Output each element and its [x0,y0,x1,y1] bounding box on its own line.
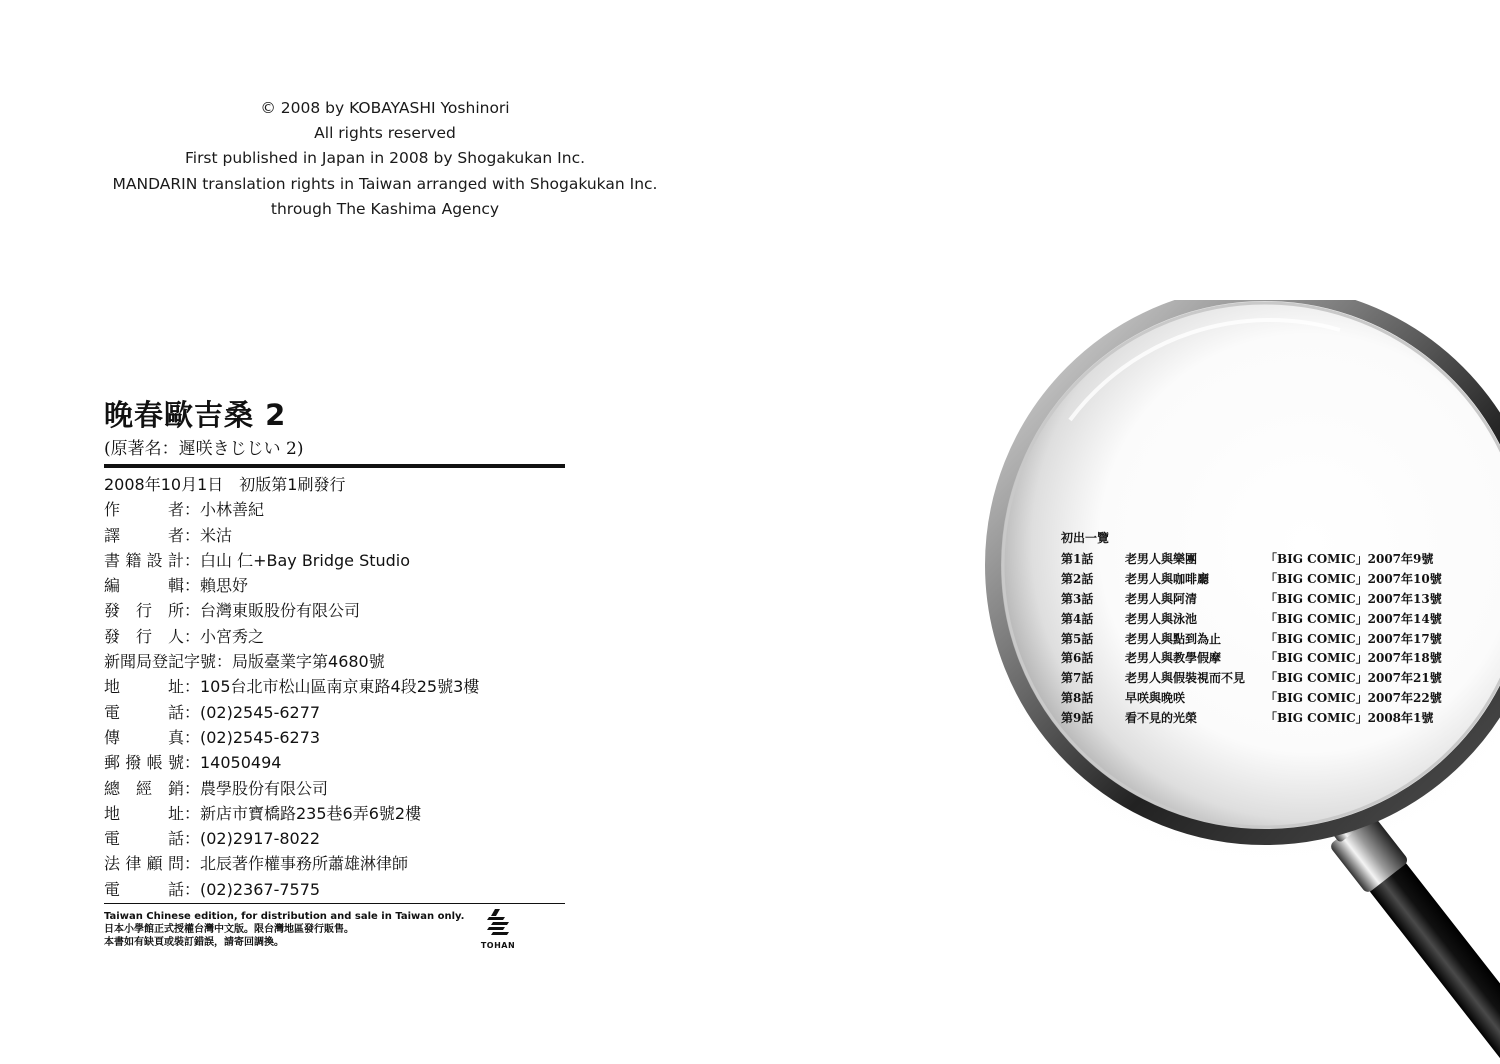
episode-number: 第2話 [1061,571,1094,586]
publication-row [1061,570,1442,590]
colophon-value: 局版臺業字第4680號 [232,652,385,672]
episode-source: 「BIG COMIC」2007年21號 [1265,671,1442,686]
colophon-key: 作 者 [104,500,184,520]
colophon-key: 傳 真 [104,727,184,747]
colophon-value: 米沽 [200,525,233,545]
copyright-line: © 2008 by KOBAYASHI Yoshinori [260,99,510,117]
original-title: (原著名：遲咲きじじい 2) [104,439,304,459]
title-divider [104,464,565,468]
colophon-separator: ： [184,576,201,596]
episode-title: 老男人與咖啡廳 [1125,571,1210,586]
colophon-key: 地 址 [104,803,184,823]
colophon-value: 白山 仁+Bay Bridge Studio [200,550,411,570]
episode-number: 第4話 [1061,611,1094,626]
colophon-separator: ： [184,525,201,545]
colophon-key: 編 輯 [104,576,184,596]
episode-source: 「BIG COMIC」2007年9號 [1265,551,1434,566]
colophon-row [104,548,479,573]
publication-row [1061,649,1442,669]
colophon-key: 發行人 [104,626,184,646]
colophon-separator: ： [184,550,201,570]
colophon-separator: ： [184,753,201,773]
publication-row [1061,550,1442,570]
colophon-separator: ： [184,879,201,899]
episode-title: 老男人與點到為止 [1125,631,1222,646]
colophon-separator: ： [184,727,201,747]
colophon-separator: ： [184,677,201,697]
colophon-separator: ： [184,803,201,823]
footer-notes [104,910,464,949]
colophon-key: 郵撥帳號 [104,753,184,773]
colophon-key: 電 話 [104,879,184,899]
colophon-row [104,776,479,801]
episode-number: 第7話 [1061,671,1094,686]
episode-number: 第9話 [1061,711,1094,726]
colophon-row [104,624,479,649]
episode-source: 「BIG COMIC」2007年18號 [1265,651,1442,666]
episode-source: 「BIG COMIC」2007年10號 [1265,571,1442,586]
colophon-row [104,674,479,699]
colophon-key: 電 話 [104,829,184,849]
colophon-row [104,573,479,598]
colophon [104,472,479,902]
footer-line: Taiwan Chinese edition, for distribution and sale in Taiwan only. [104,911,465,922]
colophon-row [104,649,479,674]
publication-list-heading: 初出一覽 [1061,531,1110,545]
colophon-row [104,523,479,548]
colophon-value: 農學股份有限公司 [200,778,329,798]
colophon-row [104,700,479,725]
episode-title: 早咲與晚咲 [1125,691,1186,706]
episode-number: 第5話 [1061,631,1094,646]
episode-title: 老男人與樂團 [1125,551,1198,566]
footer-line: 本書如有缺頁或裝訂錯誤，請寄回調換。 [104,937,284,948]
colophon-key: 總經銷 [104,778,184,798]
copyright-line: through The Kashima Agency [270,199,500,218]
colophon-separator: ： [184,778,201,798]
colophon-value: (02)2367-7575 [200,879,321,899]
episode-number: 第6話 [1061,651,1094,666]
episode-title: 看不見的光榮 [1125,711,1198,726]
episode-title: 老男人與泳池 [1125,611,1198,626]
publication-row [1061,630,1442,650]
edition-line: 2008年10月1日 初版第1刷發行 [104,475,346,494]
colophon-value: 台灣東販股份有限公司 [200,601,361,621]
episode-number: 第1話 [1061,551,1094,566]
copyright-line: MANDARIN translation rights in Taiwan arranged with Shogakukan Inc. [112,174,658,193]
colophon-row [104,725,479,750]
colophon-value: (02)2545-6277 [200,702,321,722]
tohan-logo-text: TOHAN [480,941,516,950]
colophon-separator: ： [184,702,201,722]
publication-row [1061,610,1442,630]
colophon-key: 地 址 [104,677,184,697]
colophon-separator: ： [184,601,201,621]
publication-row [1061,689,1442,709]
colophon-separator: ： [216,652,233,672]
publication-row [1061,709,1442,729]
colophon-value: 新店市寶橋路235巷6弄6號2樓 [200,803,422,823]
colophon-separator: ： [184,500,201,520]
colophon-row [104,801,479,826]
colophon-row [104,826,479,851]
colophon-key: 電 話 [104,702,184,722]
publication-row [1061,590,1442,610]
footer-divider [104,903,565,904]
copyright-line: First published in Japan in 2008 by Shogakukan Inc. [184,149,586,168]
episode-title: 老男人與假裝視而不見 [1125,671,1246,686]
colophon-value: 105台北市松山區南京東路4段25號3樓 [200,677,480,697]
episode-title: 老男人與教學假摩 [1125,651,1222,666]
publication-row [1061,669,1442,689]
colophon-row [104,497,479,522]
book-title: 晚春歐吉桑 2 [104,398,287,432]
colophon-separator: ： [184,626,201,646]
episode-source: 「BIG COMIC」2007年13號 [1265,591,1442,606]
episode-source: 「BIG COMIC」2007年14號 [1265,611,1442,626]
copyright-notice [90,96,680,222]
colophon-key: 法律顧問 [104,854,184,874]
colophon-value: 北辰著作權事務所蕭雄淋律師 [200,854,409,874]
colophon-value: (02)2917-8022 [200,829,321,849]
copyright-line: All rights reserved [314,124,456,143]
episode-source: 「BIG COMIC」2007年17號 [1265,631,1442,646]
colophon-separator: ： [184,854,201,874]
colophon-value: 小林善紀 [200,500,265,520]
colophon-key: 書籍設計 [104,550,184,570]
episode-number: 第3話 [1061,591,1094,606]
colophon-value: (02)2545-6273 [200,727,321,747]
colophon-separator: ： [184,829,201,849]
colophon-value: 賴思妤 [200,576,249,596]
colophon-row [104,598,479,623]
episode-source: 「BIG COMIC」2008年1號 [1265,711,1434,726]
colophon-value: 小宮秀之 [200,626,265,646]
publication-list [1061,529,1442,729]
episode-title: 老男人與阿清 [1125,591,1198,606]
episode-number: 第8話 [1061,691,1094,706]
colophon-key: 譯 者 [104,525,184,545]
colophon-key: 新聞局登記字號 [104,652,217,672]
colophon-row [104,877,479,902]
footer-line: 日本小學館正式授權台灣中文版。限台灣地區發行販售。 [104,924,354,935]
episode-source: 「BIG COMIC」2007年22號 [1265,691,1442,706]
colophon-row [104,750,479,775]
colophon-key: 發行所 [104,601,184,621]
colophon-row [104,851,479,876]
colophon-value: 14050494 [200,753,282,773]
